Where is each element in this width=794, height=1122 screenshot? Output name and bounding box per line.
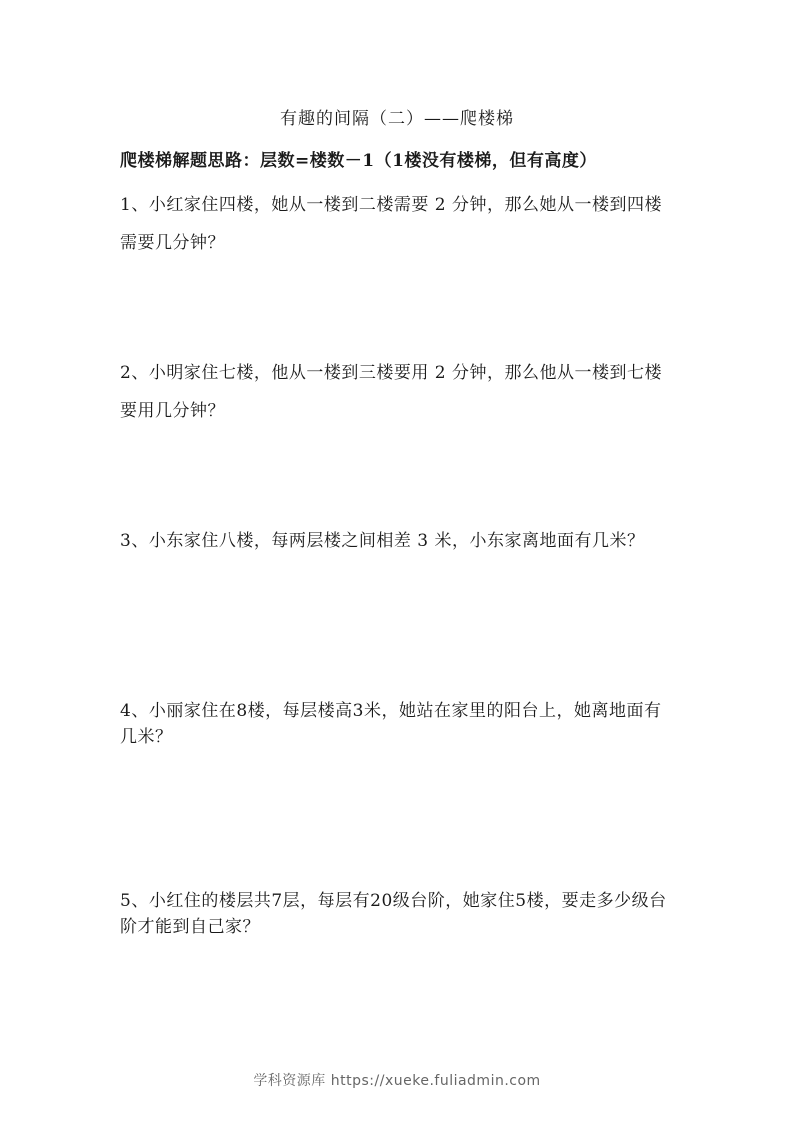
question-2 xyxy=(120,358,720,421)
worksheet-title: 有趣的间隔（二）——爬楼梯 xyxy=(280,109,514,129)
solving-hint: 爬楼梯解题思路：层数=楼数－1（1楼没有楼梯，但有高度） xyxy=(120,151,597,171)
question-5 xyxy=(120,888,720,940)
question-2-line-1: 2、小明家住七楼，他从一楼到三楼要用 2 分钟，那么他从一楼到七楼 xyxy=(120,363,662,383)
question-2-line-2: 要用几分钟？ xyxy=(120,401,225,421)
question-3-line-1: 3、小东家住八楼，每两层楼之间相差 3 米，小东家离地面有几米？ xyxy=(120,531,645,551)
question-4-line-2: 几米？ xyxy=(120,727,173,747)
question-4 xyxy=(120,698,720,750)
watermark-footer: 学科资源库 https://xueke.fuliadmin.com xyxy=(253,1073,541,1089)
question-5-line-1: 5、小红住的楼层共7层，每层有20级台阶，她家住5楼，要走多少级台 xyxy=(120,891,667,911)
question-4-line-1: 4、小丽家住在8楼，每层楼高3米，她站在家里的阳台上，她离地面有 xyxy=(120,701,662,721)
question-5-line-2: 阶才能到自己家？ xyxy=(120,917,260,937)
question-1 xyxy=(120,190,720,253)
question-3 xyxy=(120,526,720,551)
question-1-line-1: 1、小红家住四楼，她从一楼到二楼需要 2 分钟，那么她从一楼到四楼 xyxy=(120,195,662,215)
question-1-line-2: 需要几分钟？ xyxy=(120,233,225,253)
